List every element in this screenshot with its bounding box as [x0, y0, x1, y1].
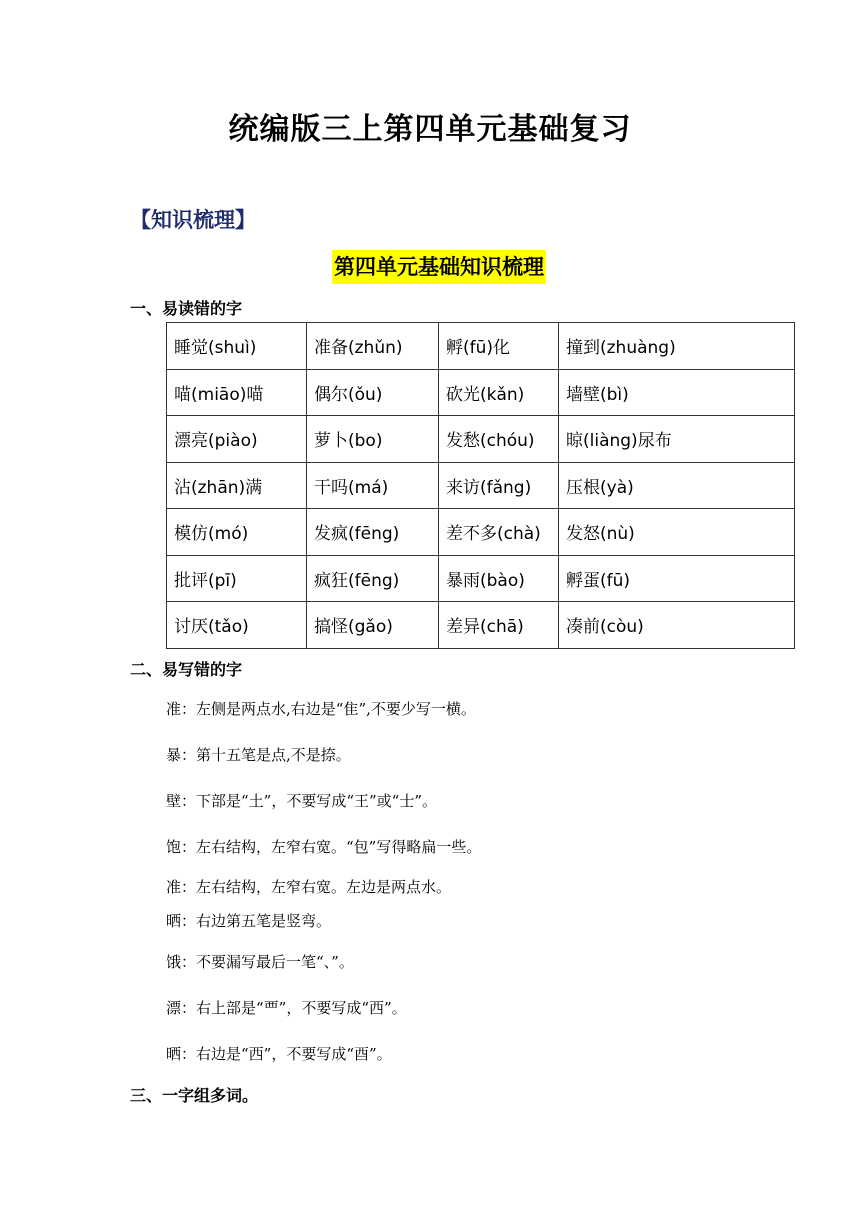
table-cell: 差不多(chà) [439, 509, 559, 556]
writing-note: 暴：第十五笔是点,不是捺。 [166, 746, 351, 764]
part2-heading: 二、易写错的字 [130, 660, 243, 679]
table-cell: 发愁(chóu) [439, 416, 559, 463]
section-tag: 【知识梳理】 [130, 208, 256, 232]
table-row [167, 555, 795, 602]
part3-heading: 三、一字组多词。 [130, 1086, 259, 1105]
table-row [167, 369, 795, 416]
part1-heading: 一、易读错的字 [130, 299, 243, 318]
table-cell: 差异(chā) [439, 602, 559, 649]
table-row [167, 416, 795, 463]
highlighted-heading: 第四单元基础知识梳理 [332, 250, 546, 284]
table-cell: 偶尔(ǒu) [307, 369, 439, 416]
table-cell: 模仿(mó) [167, 509, 307, 556]
writing-note: 晒：右边第五笔是竖弯。 [166, 912, 332, 930]
table-cell: 砍光(kǎn) [439, 369, 559, 416]
table-row [167, 323, 795, 370]
writing-note: 饱：左右结构，左窄右宽。“包”写得略扁一些。 [166, 838, 482, 856]
writing-note: 准：左侧是两点水,右边是“隹”,不要少写一横。 [166, 700, 476, 718]
table-cell: 晾(liàng)尿布 [559, 416, 795, 463]
table-row [167, 509, 795, 556]
table-cell: 撞到(zhuàng) [559, 323, 795, 370]
table-cell: 喵(miāo)喵 [167, 369, 307, 416]
writing-note: 壁：下部是“土”，不要写成“王”或“士”。 [166, 792, 438, 810]
writing-note: 晒：右边是“西”，不要写成“酉”。 [166, 1045, 392, 1063]
table-cell: 漂亮(piào) [167, 416, 307, 463]
writing-note: 漂：右上部是“覀”，不要写成“西”。 [166, 999, 407, 1017]
table-row [167, 602, 795, 649]
table-cell: 凑前(còu) [559, 602, 795, 649]
writing-note: 饿：不要漏写最后一笔“、”。 [166, 953, 354, 971]
table-cell: 萝卜(bo) [307, 416, 439, 463]
table-cell: 发怒(nù) [559, 509, 795, 556]
table-cell: 疯狂(fēng) [307, 555, 439, 602]
table-cell: 干吗(má) [307, 462, 439, 509]
table-cell: 批评(pī) [167, 555, 307, 602]
table-cell: 来访(fǎng) [439, 462, 559, 509]
table-cell: 墙壁(bì) [559, 369, 795, 416]
table-cell: 压根(yà) [559, 462, 795, 509]
table-cell: 搞怪(gǎo) [307, 602, 439, 649]
pronunciation-table [166, 322, 795, 649]
table-cell: 发疯(fēng) [307, 509, 439, 556]
table-cell: 孵蛋(fū) [559, 555, 795, 602]
page-title: 统编版三上第四单元基础复习 [228, 112, 632, 147]
table-cell: 讨厌(tǎo) [167, 602, 307, 649]
table-row [167, 462, 795, 509]
table-cell: 孵(fū)化 [439, 323, 559, 370]
table-cell: 暴雨(bào) [439, 555, 559, 602]
writing-note: 准：左右结构，左窄右宽。左边是两点水。 [166, 878, 452, 896]
table-cell: 睡觉(shuì) [167, 323, 307, 370]
table-cell: 沾(zhān)满 [167, 462, 307, 509]
table-cell: 准备(zhǔn) [307, 323, 439, 370]
